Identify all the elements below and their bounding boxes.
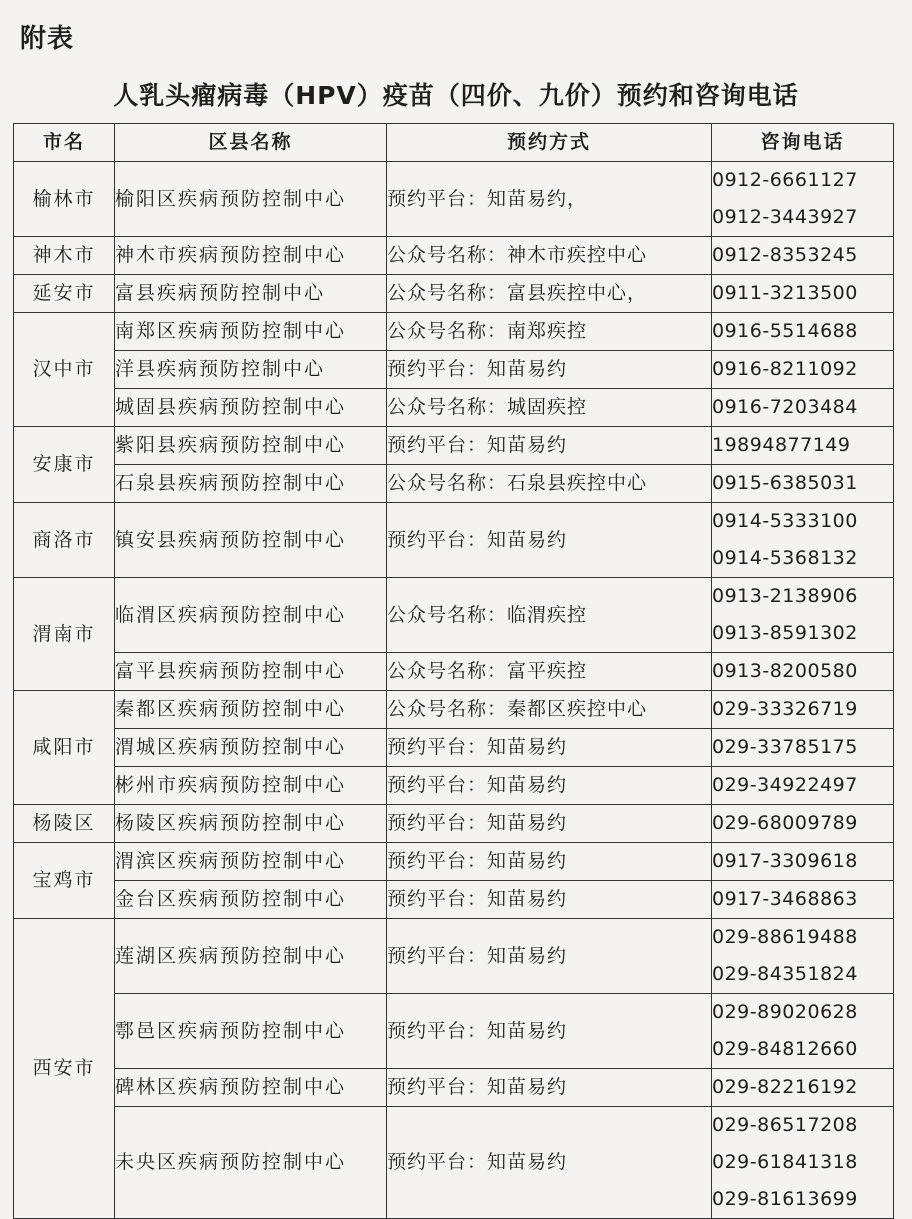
table-row: [14, 843, 894, 881]
table-row: [14, 919, 894, 994]
table-row: [14, 578, 894, 653]
phone-number: 0917-3309618: [712, 850, 858, 872]
phone-cell: [712, 275, 894, 313]
city-name: 杨陵区: [14, 805, 115, 843]
phone-cell: [712, 653, 894, 691]
appointment-method: 预约平台：知苗易约: [387, 427, 712, 465]
appointment-method: 公众号名称：石泉县疾控中心: [387, 465, 712, 503]
city-name: 商洛市: [14, 503, 115, 578]
appointment-method: 公众号名称：富平疾控: [387, 653, 712, 691]
table-row: [14, 767, 894, 805]
phone-cell: [712, 503, 894, 578]
appointment-method: 预约平台：知苗易约: [387, 1107, 712, 1219]
header-district: 区县名称: [115, 124, 387, 162]
phone-number: 029-88619488: [712, 926, 858, 948]
phone-number: 029-82216192: [712, 1076, 858, 1098]
district-name: 秦都区疾病预防控制中心: [115, 691, 387, 729]
appointment-method: 公众号名称：城固疾控: [387, 389, 712, 427]
appointment-method: 预约平台：知苗易约: [387, 1069, 712, 1107]
phone-cell: [712, 919, 894, 994]
phone-cell: [712, 1107, 894, 1219]
district-name: 彬州市疾病预防控制中心: [115, 767, 387, 805]
district-name: 渭滨区疾病预防控制中心: [115, 843, 387, 881]
phone-number: 0917-3468863: [712, 888, 858, 910]
phone-cell: [712, 1069, 894, 1107]
district-name: 城固县疾病预防控制中心: [115, 389, 387, 427]
district-name: 南郑区疾病预防控制中心: [115, 313, 387, 351]
appointment-method: 预约平台：知苗易约，: [387, 162, 712, 237]
table-header-row: [14, 124, 894, 162]
phone-number: 0916-5514688: [712, 320, 858, 342]
district-name: 富平县疾病预防控制中心: [115, 653, 387, 691]
table-row: [14, 994, 894, 1069]
phone-cell: [712, 427, 894, 465]
district-name: 杨陵区疾病预防控制中心: [115, 805, 387, 843]
phone-number: 0916-8211092: [712, 358, 858, 380]
phone-number: 0914-5333100: [712, 510, 858, 532]
phone-cell: [712, 351, 894, 389]
district-name: 鄠邑区疾病预防控制中心: [115, 994, 387, 1069]
appointment-method: 公众号名称：富县疾控中心，: [387, 275, 712, 313]
appointment-method: 预约平台：知苗易约: [387, 881, 712, 919]
phone-number: 029-33785175: [712, 736, 858, 758]
phone-cell: [712, 162, 894, 237]
phone-number: 0914-5368132: [712, 547, 858, 569]
phone-number: 0915-6385031: [712, 472, 858, 494]
phone-cell: [712, 313, 894, 351]
phone-number: 0913-8591302: [712, 622, 858, 644]
city-name: 榆林市: [14, 162, 115, 237]
district-name: 洋县疾病预防控制中心: [115, 351, 387, 389]
table-row: [14, 389, 894, 427]
city-name: 咸阳市: [14, 691, 115, 805]
phone-number: 0912-8353245: [712, 244, 858, 266]
table-row: [14, 313, 894, 351]
table-row: [14, 729, 894, 767]
phone-number: 0912-6661127: [712, 169, 858, 191]
phone-number: 029-68009789: [712, 812, 858, 834]
appointment-method: 公众号名称：南郑疾控: [387, 313, 712, 351]
phone-number: 029-81613699: [712, 1188, 858, 1210]
header-city: 市名: [14, 124, 115, 162]
hpv-appointment-table: [13, 123, 894, 1219]
table-row: [14, 275, 894, 313]
table-row: [14, 653, 894, 691]
phone-number: 0911-3213500: [712, 282, 858, 304]
phone-cell: [712, 237, 894, 275]
phone-cell: [712, 389, 894, 427]
phone-number: 029-61841318: [712, 1151, 858, 1173]
district-name: 碑林区疾病预防控制中心: [115, 1069, 387, 1107]
district-name: 富县疾病预防控制中心: [115, 275, 387, 313]
appointment-method: 预约平台：知苗易约: [387, 805, 712, 843]
table-row: [14, 691, 894, 729]
appointment-method: 预约平台：知苗易约: [387, 503, 712, 578]
phone-number: 029-89020628: [712, 1001, 858, 1023]
appointment-method: 预约平台：知苗易约: [387, 919, 712, 994]
phone-number: 0913-8200580: [712, 660, 858, 682]
phone-number: 029-86517208: [712, 1114, 858, 1136]
city-name: 渭南市: [14, 578, 115, 691]
appointment-method: 预约平台：知苗易约: [387, 729, 712, 767]
district-name: 紫阳县疾病预防控制中心: [115, 427, 387, 465]
city-name: 延安市: [14, 275, 115, 313]
table-row: [14, 1107, 894, 1219]
district-name: 临渭区疾病预防控制中心: [115, 578, 387, 653]
district-name: 渭城区疾病预防控制中心: [115, 729, 387, 767]
phone-cell: [712, 465, 894, 503]
phone-number: 029-84812660: [712, 1038, 858, 1060]
phone-cell: [712, 729, 894, 767]
district-name: 镇安县疾病预防控制中心: [115, 503, 387, 578]
city-name: 安康市: [14, 427, 115, 503]
table-row: [14, 465, 894, 503]
header-phone: 咨询电话: [712, 124, 894, 162]
phone-number: 19894877149: [712, 434, 851, 456]
appointment-method: 预约平台：知苗易约: [387, 994, 712, 1069]
phone-number: 0913-2138906: [712, 585, 858, 607]
district-name: 金台区疾病预防控制中心: [115, 881, 387, 919]
city-name: 神木市: [14, 237, 115, 275]
phone-cell: [712, 767, 894, 805]
header-method: 预约方式: [387, 124, 712, 162]
table-row: [14, 427, 894, 465]
city-name: 宝鸡市: [14, 843, 115, 919]
table-row: [14, 503, 894, 578]
table-body: [14, 162, 894, 1219]
phone-cell: [712, 578, 894, 653]
phone-number: 0916-7203484: [712, 396, 858, 418]
phone-number: 0912-3443927: [712, 206, 858, 228]
phone-cell: [712, 691, 894, 729]
district-name: 石泉县疾病预防控制中心: [115, 465, 387, 503]
appointment-method: 公众号名称：临渭疾控: [387, 578, 712, 653]
phone-cell: [712, 805, 894, 843]
district-name: 莲湖区疾病预防控制中心: [115, 919, 387, 994]
table-row: [14, 351, 894, 389]
appointment-method: 预约平台：知苗易约: [387, 767, 712, 805]
phone-cell: [712, 994, 894, 1069]
city-name: 汉中市: [14, 313, 115, 427]
table-row: [14, 805, 894, 843]
phone-number: 029-33326719: [712, 698, 858, 720]
table-row: [14, 162, 894, 237]
district-name: 未央区疾病预防控制中心: [115, 1107, 387, 1219]
district-name: 神木市疾病预防控制中心: [115, 237, 387, 275]
phone-number: 029-34922497: [712, 774, 858, 796]
city-name: 西安市: [14, 919, 115, 1219]
phone-cell: [712, 881, 894, 919]
table-row: [14, 1069, 894, 1107]
appointment-method: 公众号名称：神木市疾控中心: [387, 237, 712, 275]
district-name: 榆阳区疾病预防控制中心: [115, 162, 387, 237]
appointment-method: 预约平台：知苗易约: [387, 843, 712, 881]
table-row: [14, 881, 894, 919]
phone-cell: [712, 843, 894, 881]
phone-number: 029-84351824: [712, 963, 858, 985]
document-title: 人乳头瘤病毒（HPV）疫苗（四价、九价）预约和咨询电话: [113, 81, 799, 110]
table-row: [14, 237, 894, 275]
appendix-label: 附表: [20, 24, 75, 54]
appointment-method: 预约平台：知苗易约: [387, 351, 712, 389]
appointment-method: 公众号名称：秦都区疾控中心: [387, 691, 712, 729]
